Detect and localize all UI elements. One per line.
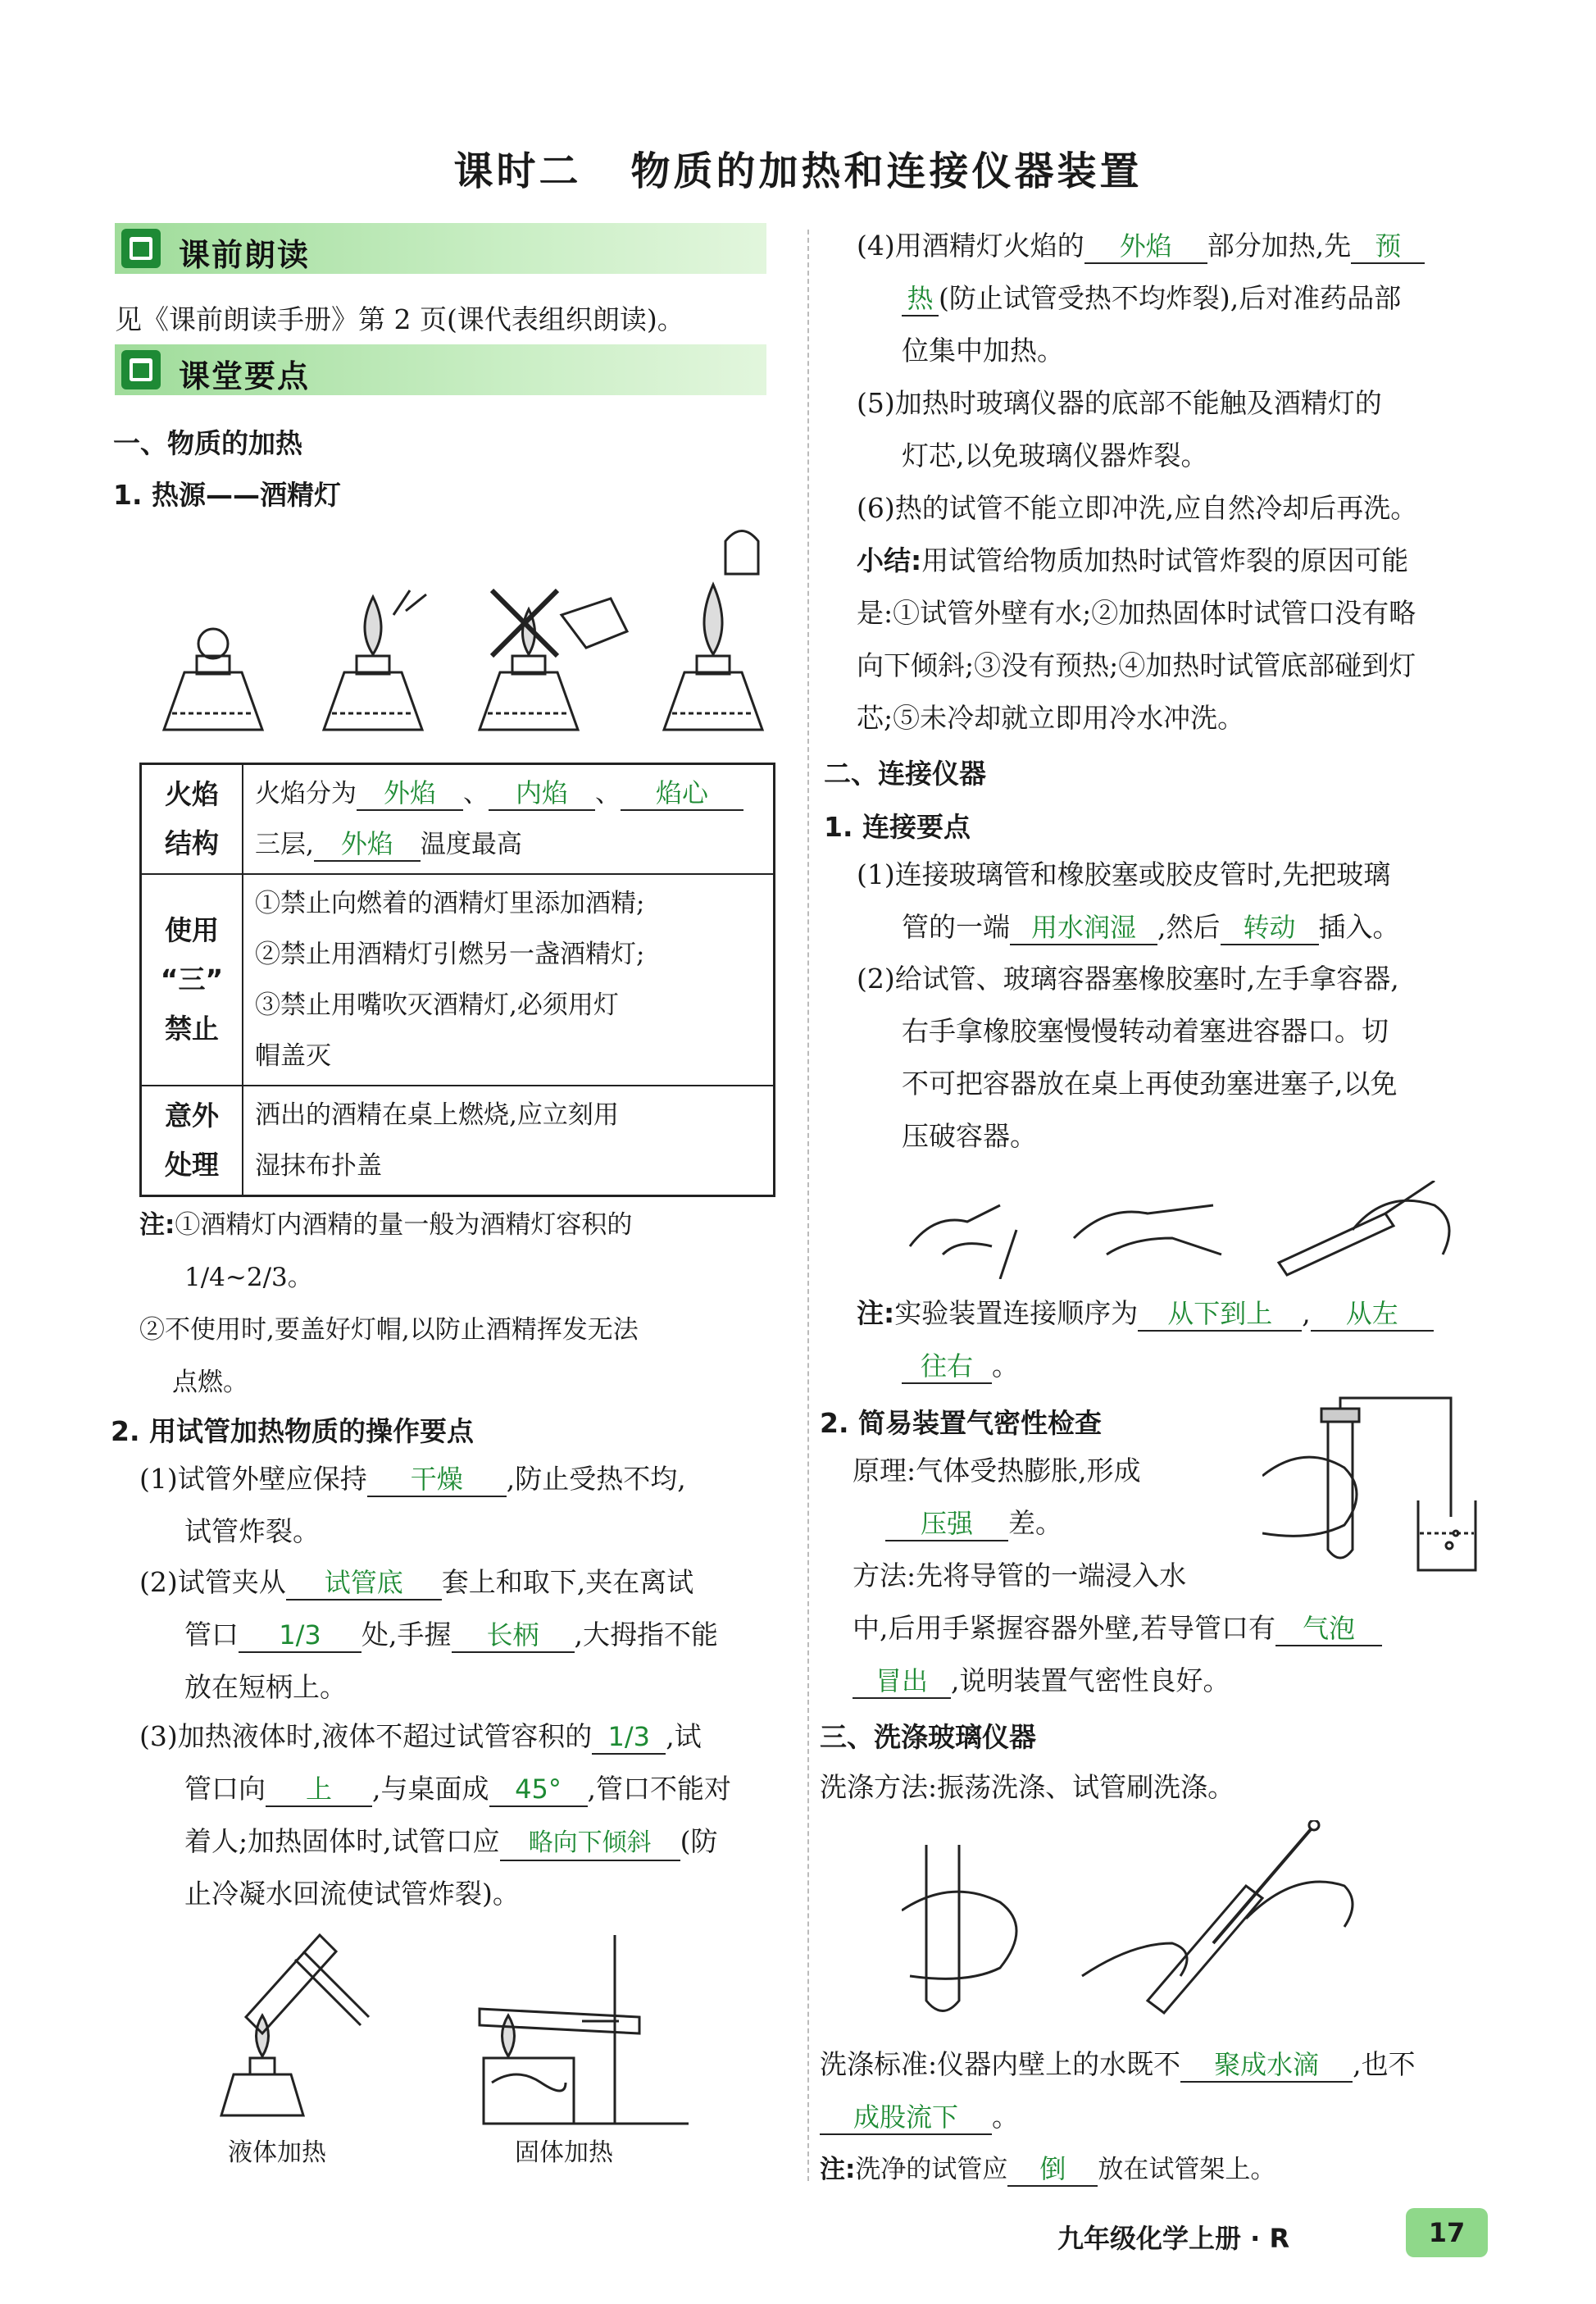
point-3 — [139, 1710, 731, 1920]
answer-blank: 45° — [489, 1773, 588, 1807]
column-divider — [807, 230, 809, 2181]
answer-blank: 外焰 — [357, 776, 463, 811]
hand-tube-icon — [910, 1205, 1000, 1254]
text: 放在短柄上。 — [184, 1671, 347, 1703]
caption-solid-heating: 固体加热 — [515, 2138, 613, 2167]
test-tube-stopper-icon — [1279, 1213, 1394, 1275]
answer-blank: 聚成水滴 — [1180, 2048, 1353, 2083]
banner-key-points — [115, 344, 766, 395]
answer-blank: 从左 — [1311, 1297, 1434, 1332]
answer-blank: 1/3 — [592, 1720, 666, 1755]
text: 止冷凝水回流使试管炸裂)。 — [184, 1878, 520, 1910]
text: 、 — [595, 779, 621, 808]
text: 点燃。 — [172, 1368, 248, 1397]
text: 管口 — [184, 1619, 239, 1651]
key-line: 意外 — [165, 1100, 219, 1132]
text: (2)试管夹从 — [139, 1566, 286, 1598]
answer-blank: 干燥 — [367, 1463, 507, 1497]
text: 压破容器。 — [902, 1120, 1037, 1152]
text: 插入。 — [1318, 911, 1400, 943]
answer-blank: 试管底 — [286, 1566, 442, 1601]
text: 1/4~2/3。 — [184, 1263, 313, 1292]
text: 灯芯,以免玻璃仪器炸裂。 — [902, 439, 1208, 471]
footer-book-title: 九年级化学上册 · R — [1057, 2223, 1290, 2254]
subheading-connection-points: 1. 连接要点 — [824, 811, 971, 843]
text: (5)加热时玻璃仪器的底部不能触及酒精灯的 — [857, 387, 1382, 419]
key-line: “三” — [160, 963, 224, 995]
text: ②禁止用酒精灯引燃另一盏酒精灯; — [255, 940, 645, 969]
caption-liquid-heating: 液体加热 — [228, 2138, 326, 2167]
alcohol-lamp-table — [139, 763, 775, 1197]
answer-blank: 上 — [266, 1773, 372, 1807]
note-label: 注: — [820, 2155, 856, 2184]
airtightness-illustration — [1262, 1394, 1484, 1582]
alcohol-lamp-lit-icon — [324, 590, 426, 730]
answer-blank: 成股流下 — [820, 2101, 992, 2135]
text: , — [1302, 1297, 1311, 1329]
answer-blank: 气泡 — [1275, 1612, 1382, 1646]
text: 差。 — [1008, 1507, 1062, 1539]
row-value-flame-structure — [243, 764, 775, 875]
solid-heating-icon — [480, 1935, 689, 2124]
text: ,也不 — [1353, 2048, 1416, 2080]
section-badge-icon — [121, 350, 161, 389]
text: 芯;⑤未冷却就立即用冷水冲洗。 — [857, 702, 1245, 734]
beaker-icon — [1418, 1500, 1476, 1570]
wash-method: 洗涤方法:振荡洗涤、试管刷洗涤。 — [820, 1771, 1235, 1803]
text: 原理:气体受热膨胀,形成 — [853, 1455, 1141, 1487]
text: 、 — [463, 779, 489, 808]
washing-illustration — [902, 1820, 1394, 2033]
text: 三层, — [255, 830, 314, 859]
connect-1 — [857, 849, 1400, 954]
text: 洒出的酒精在桌上燃烧,应立刻用 — [255, 1100, 619, 1130]
point-2 — [139, 1556, 718, 1714]
text: ,大拇指不能 — [574, 1619, 718, 1651]
alcohol-lamp-capped-icon — [164, 629, 262, 730]
key-line: 使用 — [165, 914, 219, 946]
row-key-three-prohibitions — [141, 874, 243, 1086]
answer-blank: 预 — [1351, 230, 1425, 264]
table-row — [141, 874, 775, 1086]
text: ,防止受热不均, — [506, 1463, 686, 1495]
point-6: (6)热的试管不能立即冲洗,应自然冷却后再洗。 — [857, 492, 1418, 524]
text: ①禁止向燃着的酒精灯里添加酒精; — [255, 889, 645, 918]
text: ,管口不能对 — [587, 1773, 731, 1805]
text: (防止试管受热不均炸裂),后对准药品部 — [939, 282, 1402, 314]
alcohol-lamp-illustrations — [148, 525, 787, 754]
text: 火焰分为 — [255, 779, 357, 808]
text: (1)连接玻璃管和橡胶塞或胶皮管时,先把玻璃 — [857, 858, 1391, 890]
answer-blank: 长柄 — [452, 1619, 575, 1653]
answer-blank: 用水润湿 — [1010, 911, 1157, 945]
text: ③禁止用嘴吹灭酒精灯,必须用灯 — [255, 990, 619, 1020]
text: ①酒精灯内酒精的量一般为酒精灯容积的 — [175, 1210, 633, 1240]
section-badge-icon — [121, 229, 161, 268]
text: ,试 — [666, 1720, 702, 1752]
text: 温度最高 — [420, 830, 522, 859]
answer-blank: 略向下倾斜 — [500, 1827, 680, 1861]
section-heading-washing: 三、洗涤玻璃仪器 — [820, 1721, 1036, 1753]
text: ,与桌面成 — [372, 1773, 489, 1805]
text: 方法:先将导管的一端浸入水 — [853, 1560, 1187, 1591]
connecting-illustrations — [893, 1181, 1467, 1279]
liquid-heating-icon — [221, 1935, 369, 2115]
lesson-title: 物质的加热和连接仪器装置 — [630, 148, 1143, 194]
text: 是:①试管外壁有水;②加热固体时试管口没有略 — [857, 597, 1416, 629]
text: ,说明装置气密性良好。 — [951, 1664, 1230, 1696]
text: 管口向 — [184, 1773, 266, 1805]
text: 帽盖灭 — [255, 1041, 331, 1071]
hand-icon — [1082, 1943, 1187, 1976]
alcohol-lamp-forbidden-icon — [480, 590, 627, 730]
text: ②不使用时,要盖好灯帽,以防止酒精挥发无法 — [139, 1315, 639, 1345]
summary-label: 小结: — [857, 544, 922, 576]
text: 湿抹布扑盖 — [255, 1151, 382, 1181]
test-tube-icon — [1328, 1418, 1353, 1558]
text: (1)试管外壁应保持 — [139, 1463, 367, 1495]
text: 洗涤标准:仪器内壁上的水既不 — [820, 2048, 1181, 2080]
section-heading-heating: 一、物质的加热 — [113, 427, 302, 459]
point-1 — [139, 1453, 686, 1558]
table-row — [141, 1086, 775, 1196]
answer-blank: 冒出 — [853, 1664, 951, 1699]
connect-2 — [857, 953, 1399, 1163]
lesson-number: 课时二 — [453, 148, 582, 194]
text: 管的一端 — [902, 911, 1010, 943]
text: (4)用酒精灯火焰的 — [857, 230, 1084, 262]
text: 处,手握 — [361, 1619, 452, 1651]
table-row — [141, 764, 775, 875]
text: (防 — [680, 1825, 718, 1857]
text: 试管炸裂。 — [184, 1515, 320, 1547]
text: (3)加热液体时,液体不超过试管容积的 — [139, 1720, 593, 1752]
answer-blank: 往右 — [902, 1350, 992, 1384]
answer-blank: 压强 — [885, 1507, 1008, 1541]
heating-illustrations — [197, 1919, 721, 2140]
point-4 — [857, 220, 1425, 377]
answer-blank: 外焰 — [314, 827, 421, 862]
text: 套上和取下,夹在离试 — [441, 1566, 694, 1598]
wash-standard — [820, 2038, 1416, 2143]
subheading-heat-source: 1. 热源——酒精灯 — [113, 479, 341, 511]
hand-rubber-tube-icon — [1074, 1205, 1221, 1254]
page-title — [0, 139, 1596, 196]
page-number: 17 — [1406, 2208, 1488, 2257]
text: 放在试管架上。 — [1098, 2155, 1276, 2184]
answer-blank: 内焰 — [489, 776, 595, 811]
note-connection-order — [857, 1287, 1434, 1392]
banner-label: 课前朗读 — [179, 237, 311, 273]
alcohol-lamp-correct-icon — [664, 585, 762, 730]
text: 用试管给物质加热时试管炸裂的原因可能 — [921, 544, 1409, 576]
text: 洗净的试管应 — [855, 2155, 1008, 2184]
summary — [857, 535, 1416, 744]
text: 向下倾斜;③没有预热;④加热时试管底部碰到灯 — [857, 649, 1416, 681]
answer-blank: 倒 — [1007, 2152, 1098, 2187]
note-label: 注: — [857, 1297, 895, 1329]
answer-blank: 1/3 — [239, 1619, 361, 1653]
text: 中,后用手紧握容器外壁,若导管口有 — [853, 1612, 1275, 1644]
text: 右手拿橡胶塞慢慢转动着塞进容器口。切 — [902, 1015, 1389, 1047]
text: ,然后 — [1157, 911, 1221, 943]
banner-pre-reading — [115, 223, 766, 274]
answer-blank: 从下到上 — [1138, 1297, 1302, 1332]
section-heading-connecting: 二、连接仪器 — [824, 758, 986, 790]
note-alcohol-amount — [139, 1199, 639, 1409]
test-tube-icon — [926, 1845, 959, 2011]
lamp-cap-icon — [725, 531, 758, 575]
key-line: 结构 — [165, 827, 219, 859]
text: 部分加热,先 — [1207, 230, 1352, 262]
text: 。 — [992, 2101, 1019, 2133]
key-line: 处理 — [165, 1149, 219, 1181]
subheading-test-tube-heating: 2. 用试管加热物质的操作要点 — [111, 1415, 474, 1447]
text: 位集中加热。 — [902, 335, 1064, 367]
text: 着人;加热固体时,试管口应 — [184, 1825, 500, 1857]
text: 。 — [992, 1350, 1019, 1382]
row-key-flame-structure — [141, 764, 243, 875]
answer-blank: 焰心 — [621, 776, 743, 811]
row-key-accident — [141, 1086, 243, 1196]
note-label: 注: — [139, 1210, 175, 1240]
hand-icon — [1262, 1457, 1357, 1536]
banner-label: 课堂要点 — [179, 358, 311, 394]
row-value-three-prohibitions — [243, 874, 775, 1086]
key-line: 禁止 — [165, 1013, 219, 1045]
row-value-accident — [243, 1086, 775, 1196]
text: (2)给试管、玻璃容器塞橡胶塞时,左手拿容器, — [857, 963, 1399, 995]
answer-blank: 外焰 — [1084, 230, 1207, 264]
text: 不可把容器放在桌上再使劲塞进塞子,以免 — [902, 1068, 1398, 1100]
point-5 — [857, 377, 1382, 482]
answer-blank: 热 — [902, 282, 939, 316]
key-line: 火焰 — [165, 778, 219, 810]
answer-blank: 转动 — [1221, 911, 1319, 945]
note-test-tube-storage — [820, 2143, 1275, 2196]
intro-text: 见《课前朗读手册》第 2 页(课代表组织朗读)。 — [115, 303, 684, 335]
subheading-airtightness: 2. 简易装置气密性检查 — [820, 1407, 1102, 1439]
text: 实验装置连接顺序为 — [894, 1297, 1139, 1329]
